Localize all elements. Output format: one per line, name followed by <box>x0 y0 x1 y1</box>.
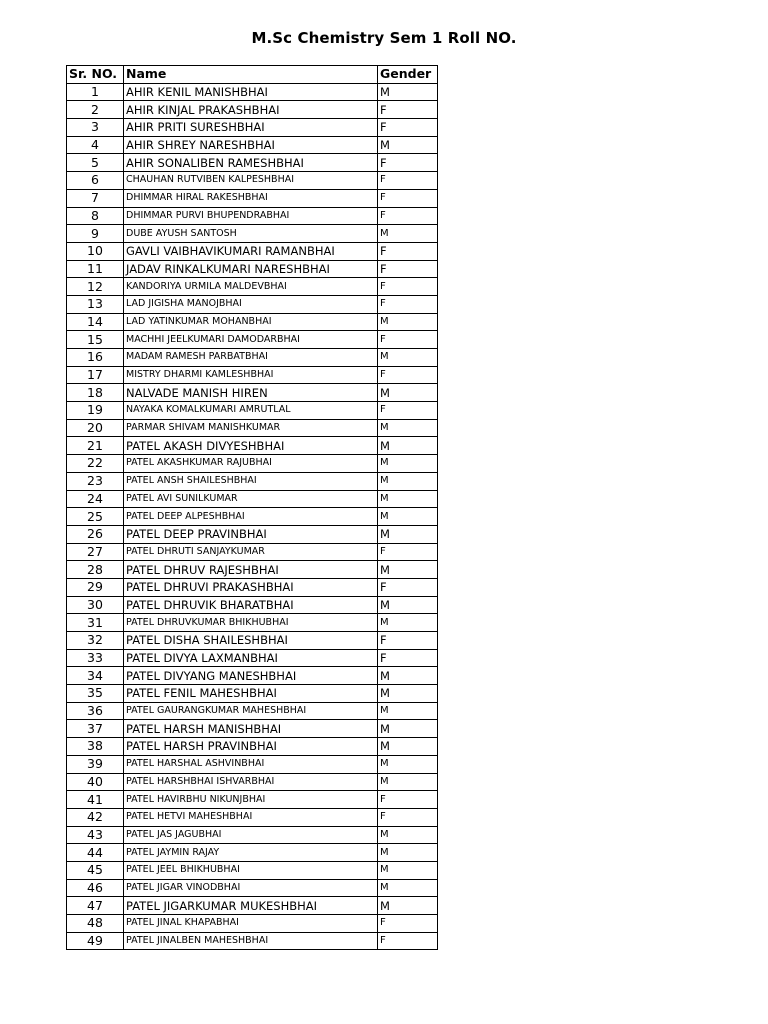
table-row <box>67 349 438 367</box>
cell-name: AHIR PRITI SURESHBHAI <box>124 119 378 137</box>
cell-gender: M <box>378 826 438 844</box>
cell-gender: M <box>378 755 438 773</box>
cell-gender: F <box>378 791 438 809</box>
cell-name: LAD YATINKUMAR MOHANBHAI <box>124 313 378 331</box>
cell-sr-no: 10 <box>67 242 124 260</box>
cell-sr-no: 28 <box>67 561 124 579</box>
cell-name: PATEL DEEP ALPESHBHAI <box>124 508 378 526</box>
cell-gender: F <box>378 366 438 384</box>
cell-name: PATEL HARSH MANISHBHAI <box>124 720 378 738</box>
cell-sr-no: 12 <box>67 278 124 296</box>
cell-name: CHAUHAN RUTVIBEN KALPESHBHAI <box>124 172 378 190</box>
document-title: M.Sc Chemistry Sem 1 Roll NO. <box>251 29 517 47</box>
cell-sr-no: 24 <box>67 490 124 508</box>
table-row <box>67 808 438 826</box>
table-row <box>67 614 438 632</box>
cell-name: LAD JIGISHA MANOJBHAI <box>124 295 378 313</box>
table-row <box>67 225 438 243</box>
cell-name: AHIR KINJAL PRAKASHBHAI <box>124 101 378 119</box>
table-row <box>67 83 438 101</box>
cell-sr-no: 43 <box>67 826 124 844</box>
table-row <box>67 915 438 933</box>
cell-sr-no: 30 <box>67 596 124 614</box>
cell-gender: M <box>378 455 438 473</box>
cell-gender: F <box>378 915 438 933</box>
cell-name: AHIR SHREY NARESHBHAI <box>124 136 378 154</box>
cell-name: PATEL JAYMIN RAJAY <box>124 844 378 862</box>
table-row <box>67 685 438 703</box>
cell-name: DHIMMAR HIRAL RAKESHBHAI <box>124 189 378 207</box>
table-row <box>67 472 438 490</box>
cell-gender: M <box>378 437 438 455</box>
table-row <box>67 490 438 508</box>
cell-gender: F <box>378 808 438 826</box>
cell-sr-no: 45 <box>67 861 124 879</box>
table-body <box>67 83 438 950</box>
cell-name: PATEL HAVIRBHU NIKUNJBHAI <box>124 791 378 809</box>
cell-sr-no: 46 <box>67 879 124 897</box>
column-header-sr: Sr. NO. <box>67 66 124 84</box>
cell-name: PATEL FENIL MAHESHBHAI <box>124 685 378 703</box>
table-header-row <box>67 66 438 84</box>
cell-gender: M <box>378 773 438 791</box>
cell-name: PATEL HARSHAL ASHVINBHAI <box>124 755 378 773</box>
cell-name: MISTRY DHARMI KAMLESHBHAI <box>124 366 378 384</box>
cell-name: PATEL AKASH DIVYESHBHAI <box>124 437 378 455</box>
cell-name: PATEL DISHA SHAILESHBHAI <box>124 632 378 650</box>
cell-sr-no: 16 <box>67 349 124 367</box>
table-row <box>67 755 438 773</box>
cell-name: PATEL JINALBEN MAHESHBHAI <box>124 932 378 950</box>
table-row <box>67 242 438 260</box>
cell-gender: M <box>378 490 438 508</box>
table-row <box>67 384 438 402</box>
table-row <box>67 278 438 296</box>
cell-name: PATEL DHRUVI PRAKASHBHAI <box>124 578 378 596</box>
table-row <box>67 172 438 190</box>
cell-sr-no: 23 <box>67 472 124 490</box>
table-row <box>67 437 438 455</box>
table-row <box>67 295 438 313</box>
cell-gender: F <box>378 578 438 596</box>
cell-gender: F <box>378 260 438 278</box>
cell-name: PATEL HETVI MAHESHBHAI <box>124 808 378 826</box>
table-row <box>67 578 438 596</box>
cell-gender: M <box>378 525 438 543</box>
table-row <box>67 861 438 879</box>
cell-sr-no: 29 <box>67 578 124 596</box>
cell-gender: M <box>378 225 438 243</box>
cell-gender: F <box>378 119 438 137</box>
cell-name: PATEL JIGAR VINODBHAI <box>124 879 378 897</box>
cell-gender: M <box>378 384 438 402</box>
table-row <box>67 260 438 278</box>
cell-sr-no: 33 <box>67 649 124 667</box>
cell-sr-no: 22 <box>67 455 124 473</box>
table-row <box>67 455 438 473</box>
cell-sr-no: 34 <box>67 667 124 685</box>
cell-name: PATEL DIVYANG MANESHBHAI <box>124 667 378 685</box>
cell-sr-no: 42 <box>67 808 124 826</box>
table-row <box>67 773 438 791</box>
table-row <box>67 826 438 844</box>
cell-name: GAVLI VAIBHAVIKUMARI RAMANBHAI <box>124 242 378 260</box>
cell-gender: M <box>378 419 438 437</box>
cell-sr-no: 8 <box>67 207 124 225</box>
cell-gender: F <box>378 331 438 349</box>
cell-sr-no: 2 <box>67 101 124 119</box>
cell-sr-no: 11 <box>67 260 124 278</box>
cell-name: PATEL DHRUVKUMAR BHIKHUBHAI <box>124 614 378 632</box>
cell-sr-no: 21 <box>67 437 124 455</box>
cell-sr-no: 7 <box>67 189 124 207</box>
cell-sr-no: 13 <box>67 295 124 313</box>
cell-gender: M <box>378 738 438 756</box>
cell-gender: F <box>378 649 438 667</box>
cell-name: PATEL DHRUVIK BHARATBHAI <box>124 596 378 614</box>
table-row <box>67 101 438 119</box>
cell-name: PATEL JINAL KHAPABHAI <box>124 915 378 933</box>
cell-gender: M <box>378 561 438 579</box>
cell-name: PATEL HARSH PRAVINBHAI <box>124 738 378 756</box>
cell-sr-no: 44 <box>67 844 124 862</box>
cell-gender: M <box>378 508 438 526</box>
table-row <box>67 702 438 720</box>
column-header-gender: Gender <box>378 66 438 84</box>
cell-name: PATEL DIVYA LAXMANBHAI <box>124 649 378 667</box>
cell-gender: F <box>378 295 438 313</box>
cell-sr-no: 36 <box>67 702 124 720</box>
table-row <box>67 738 438 756</box>
cell-gender: F <box>378 242 438 260</box>
cell-gender: M <box>378 844 438 862</box>
cell-sr-no: 4 <box>67 136 124 154</box>
cell-sr-no: 1 <box>67 83 124 101</box>
cell-name: PATEL JIGARKUMAR MUKESHBHAI <box>124 897 378 915</box>
cell-name: PATEL DHRUV RAJESHBHAI <box>124 561 378 579</box>
cell-sr-no: 17 <box>67 366 124 384</box>
cell-sr-no: 6 <box>67 172 124 190</box>
table-row <box>67 402 438 420</box>
cell-sr-no: 5 <box>67 154 124 172</box>
cell-gender: M <box>378 472 438 490</box>
cell-name: PATEL GAURANGKUMAR MAHESHBHAI <box>124 702 378 720</box>
cell-sr-no: 47 <box>67 897 124 915</box>
cell-name: AHIR SONALIBEN RAMESHBHAI <box>124 154 378 172</box>
table-row <box>67 189 438 207</box>
cell-name: PATEL ANSH SHAILESHBHAI <box>124 472 378 490</box>
cell-gender: F <box>378 632 438 650</box>
cell-gender: M <box>378 313 438 331</box>
cell-gender: M <box>378 83 438 101</box>
table-row <box>67 331 438 349</box>
cell-name: MACHHI JEELKUMARI DAMODARBHAI <box>124 331 378 349</box>
table-row <box>67 667 438 685</box>
column-header-name: Name <box>124 66 378 84</box>
cell-sr-no: 27 <box>67 543 124 561</box>
roll-table <box>66 65 438 950</box>
table-row <box>67 879 438 897</box>
table-row <box>67 596 438 614</box>
cell-sr-no: 49 <box>67 932 124 950</box>
cell-gender: F <box>378 154 438 172</box>
cell-sr-no: 40 <box>67 773 124 791</box>
cell-gender: F <box>378 189 438 207</box>
cell-sr-no: 9 <box>67 225 124 243</box>
table-row <box>67 632 438 650</box>
cell-sr-no: 41 <box>67 791 124 809</box>
table-row <box>67 561 438 579</box>
cell-sr-no: 37 <box>67 720 124 738</box>
cell-gender: F <box>378 101 438 119</box>
cell-name: PATEL DHRUTI SANJAYKUMAR <box>124 543 378 561</box>
cell-gender: F <box>378 932 438 950</box>
cell-gender: F <box>378 402 438 420</box>
cell-gender: M <box>378 861 438 879</box>
cell-gender: M <box>378 667 438 685</box>
cell-name: PATEL JEEL BHIKHUBHAI <box>124 861 378 879</box>
cell-sr-no: 26 <box>67 525 124 543</box>
cell-name: PATEL DEEP PRAVINBHAI <box>124 525 378 543</box>
cell-gender: F <box>378 207 438 225</box>
cell-name: PARMAR SHIVAM MANISHKUMAR <box>124 419 378 437</box>
cell-name: PATEL AKASHKUMAR RAJUBHAI <box>124 455 378 473</box>
cell-name: KANDORIYA URMILA MALDEVBHAI <box>124 278 378 296</box>
table-row <box>67 207 438 225</box>
table-row <box>67 313 438 331</box>
cell-sr-no: 15 <box>67 331 124 349</box>
cell-sr-no: 38 <box>67 738 124 756</box>
table-row <box>67 844 438 862</box>
table-row <box>67 508 438 526</box>
cell-name: PATEL HARSHBHAI ISHVARBHAI <box>124 773 378 791</box>
cell-gender: F <box>378 278 438 296</box>
cell-gender: M <box>378 685 438 703</box>
table-row <box>67 154 438 172</box>
cell-sr-no: 25 <box>67 508 124 526</box>
cell-gender: M <box>378 349 438 367</box>
cell-sr-no: 20 <box>67 419 124 437</box>
cell-sr-no: 32 <box>67 632 124 650</box>
cell-gender: M <box>378 596 438 614</box>
table-row <box>67 419 438 437</box>
table-row <box>67 932 438 950</box>
cell-name: PATEL AVI SUNILKUMAR <box>124 490 378 508</box>
cell-sr-no: 35 <box>67 685 124 703</box>
table-row <box>67 136 438 154</box>
cell-name: DUBE AYUSH SANTOSH <box>124 225 378 243</box>
cell-gender: M <box>378 136 438 154</box>
table-row <box>67 791 438 809</box>
table-row <box>67 720 438 738</box>
cell-sr-no: 18 <box>67 384 124 402</box>
cell-sr-no: 14 <box>67 313 124 331</box>
cell-sr-no: 48 <box>67 915 124 933</box>
cell-name: JADAV RINKALKUMARI NARESHBHAI <box>124 260 378 278</box>
cell-name: NAYAKA KOMALKUMARI AMRUTLAL <box>124 402 378 420</box>
cell-name: PATEL JAS JAGUBHAI <box>124 826 378 844</box>
table-row <box>67 543 438 561</box>
cell-name: DHIMMAR PURVI BHUPENDRABHAI <box>124 207 378 225</box>
cell-gender: M <box>378 897 438 915</box>
cell-gender: M <box>378 879 438 897</box>
cell-name: MADAM RAMESH PARBATBHAI <box>124 349 378 367</box>
cell-gender: F <box>378 172 438 190</box>
cell-gender: M <box>378 720 438 738</box>
cell-gender: M <box>378 614 438 632</box>
table-row <box>67 525 438 543</box>
cell-gender: F <box>378 543 438 561</box>
cell-sr-no: 3 <box>67 119 124 137</box>
table-row <box>67 119 438 137</box>
table-row <box>67 897 438 915</box>
cell-sr-no: 31 <box>67 614 124 632</box>
cell-sr-no: 39 <box>67 755 124 773</box>
cell-name: NALVADE MANISH HIREN <box>124 384 378 402</box>
cell-name: AHIR KENIL MANISHBHAI <box>124 83 378 101</box>
table-row <box>67 366 438 384</box>
cell-sr-no: 19 <box>67 402 124 420</box>
table-row <box>67 649 438 667</box>
cell-gender: M <box>378 702 438 720</box>
